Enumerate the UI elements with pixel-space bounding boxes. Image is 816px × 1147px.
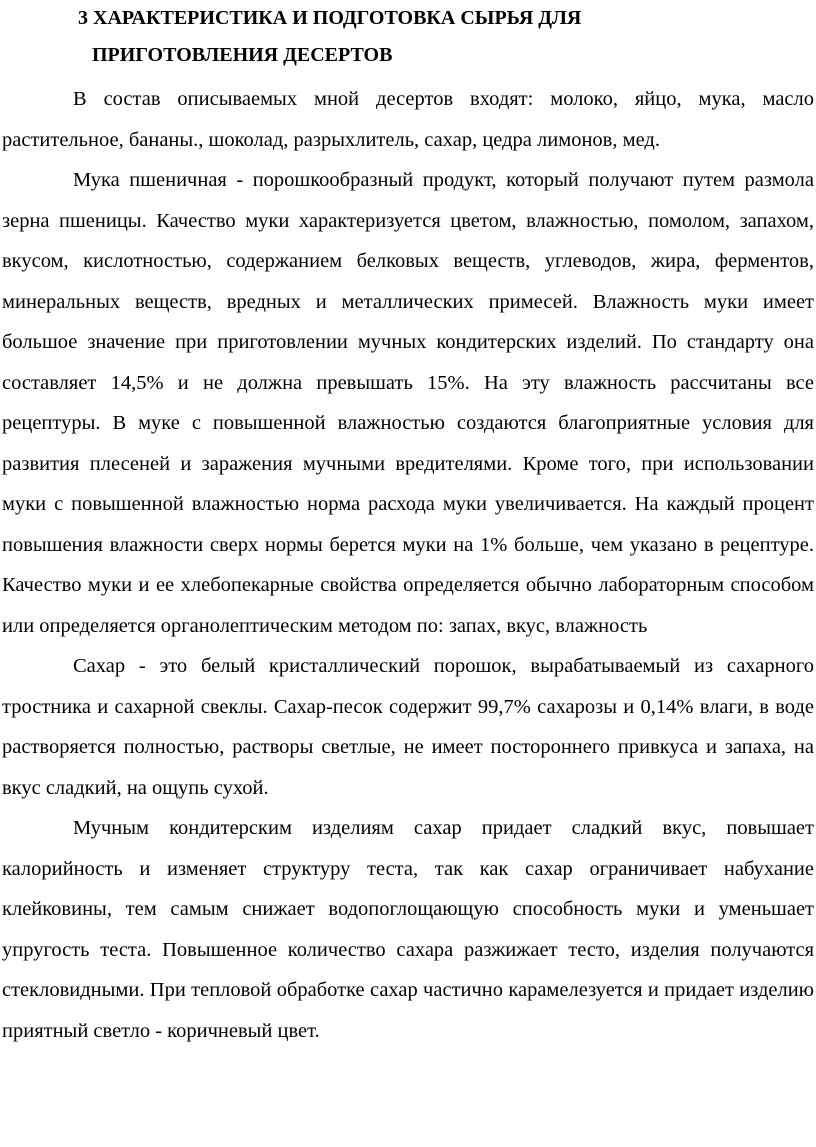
heading-line-1: 3 ХАРАКТЕРИСТИКА И ПОДГОТОВКА СЫРЬЯ ДЛЯ (78, 7, 582, 29)
paragraph-sugar-properties: Мучным кондитерским изделиям сахар придает сладкий вкус, повышает калорийность и изменяет структуру теста, так как сахар ограничивает набухание клейковины, тем самым снижает водопоглощающую способность муки и уменьшает упругость теста. Повышенное количество сахара разжижает тесто, изделия получаются стекловидными. При тепловой обработке сахар частично карамелезуется и придает изделию приятный светло - коричневый цвет. (2, 817, 814, 1042)
paragraph-ingredients: В состав описываемых мной десертов входят: молоко, яйцо, мука, масло растительное, бананы., шоколад, разрыхлитель, сахар, цедра лимонов, мед. (2, 88, 814, 151)
section-heading (0, 0, 816, 74)
paragraph-flour: Мука пшеничная - порошкообразный продукт, который получают путем размола зерна пшеницы. Качество муки характеризуется цветом, влажностью, помолом, запахом, вкусом, кислотностью, содержанием белковых веществ, углеводов, жира, ферментов, минеральных веществ, вредных и металлических примесей. Влажность муки имеет большое значение при приготовлении мучных кондитерских изделий. По стандарту она составляет 14,5% и не должна превышать 15%. На эту влажность рассчитаны все рецептуры. В муке с повышенной влажностью создаются благоприятные условия для развития плесеней и заражения мучными вредителями. Кроме того, при использовании муки с повышенной влажностью норма расхода муки увеличивается. На каждый процент повышения влажности сверх нормы берется муки на 1% больше, чем указано в рецептуре. Качество муки и ее хлебопекарные свойства определяется обычно лабораторным способом или определяется органолептическим методом по: запах, вкус, влажность (2, 169, 814, 637)
heading-line-2: ПРИГОТОВЛЕНИЯ ДЕСЕРТОВ (92, 44, 393, 66)
paragraph-sugar: Сахар - это белый кристаллический порошок, вырабатываемый из сахарного тростника и сахарной свеклы. Сахар-песок содержит 99,7% сахарозы и 0,14% влаги, в воде растворяется полностью, растворы светлые, не имеет постороннего привкуса и запаха, на вкус сладкий, на ощупь сухой. (2, 655, 814, 799)
